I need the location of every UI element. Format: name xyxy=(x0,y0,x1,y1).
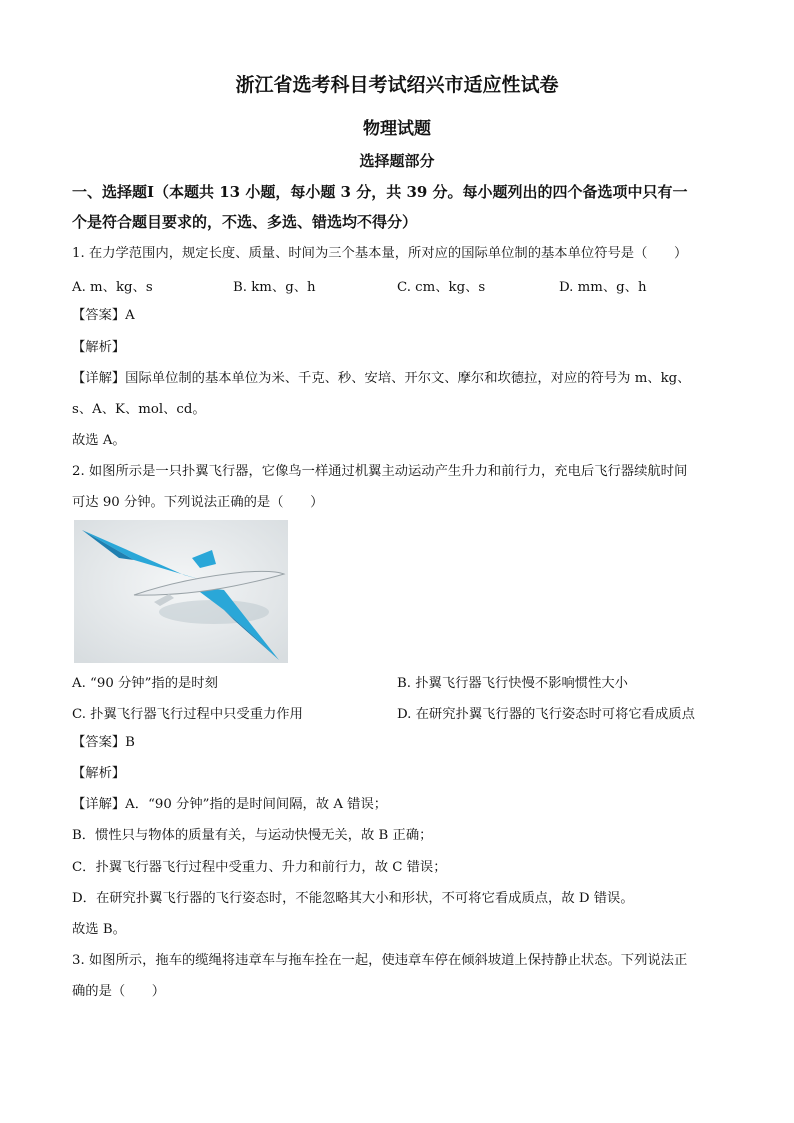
q1-answer: 【答案】A xyxy=(72,308,135,323)
ornithopter-figure xyxy=(74,520,288,663)
q1-option-d: D. mm、g、h xyxy=(559,280,647,295)
subject-title: 物理试题 xyxy=(363,119,431,139)
q2-detail-d: D．在研究扑翼飞行器的飞行姿态时，不能忽略其大小和形状，不可将它看成质点，故 D 错误。 xyxy=(72,891,634,906)
q2-stem-line1: 2. 如图所示是一只扑翼飞行器，它像鸟一样通过机翼主动运动产生升力和前行力，充电后飞行器续航时间 xyxy=(72,464,688,479)
q2-conclusion: 故选 B。 xyxy=(72,922,126,937)
q2-answer: 【答案】B xyxy=(72,735,135,750)
q3-stem-line1: 3. 如图所示，拖车的缆绳将违章车与拖车拴在一起，使违章车停在倾斜坡道上保持静止状态。下列说法正 xyxy=(72,953,688,968)
q2-option-b: B. 扑翼飞行器飞行快慢不影响惯性大小 xyxy=(397,676,628,691)
q1-analysis-label: 【解析】 xyxy=(72,340,126,355)
q2-detail-c: C．扑翼飞行器飞行过程中受重力、升力和前行力，故 C 错误； xyxy=(72,860,447,875)
q1-detail-line2: s、A、K、mol、cd。 xyxy=(72,402,206,417)
q1-option-c: C. cm、kg、s xyxy=(397,280,486,295)
q1-option-a: A. m、kg、s xyxy=(72,280,153,295)
q2-detail-a: 【详解】A．“90 分钟”指的是时间间隔，故 A 错误； xyxy=(72,797,388,812)
q1-detail-line1: 【详解】国际单位制的基本单位为米、千克、秒、安培、开尔文、摩尔和坎德拉，对应的符号为 m、kg、 xyxy=(72,371,691,386)
part-title: 选择题部分 xyxy=(359,152,435,170)
q2-option-a: A. “90 分钟”指的是时刻 xyxy=(72,676,218,691)
q2-option-c: C. 扑翼飞行器飞行过程中只受重力作用 xyxy=(72,707,303,722)
q1-conclusion: 故选 A。 xyxy=(72,433,126,448)
exam-title: 浙江省选考科目考试绍兴市适应性试卷 xyxy=(235,74,559,96)
figure-shadow xyxy=(159,600,269,624)
q2-stem-line2: 可达 90 分钟。下列说法正确的是（ ） xyxy=(72,495,324,510)
q3-stem-line2: 确的是（ ） xyxy=(72,984,166,999)
q2-option-d: D. 在研究扑翼飞行器的飞行姿态时可将它看成质点 xyxy=(397,707,695,722)
section-heading-line1: 一、选择题Ⅰ（本题共 13 小题，每小题 3 分，共 39 分。每小题列出的四个备选项中只有一 xyxy=(72,183,688,201)
q1-stem: 1. 在力学范围内，规定长度、质量、时间为三个基本量，所对应的国际单位制的基本单位符号是（ ） xyxy=(72,246,688,261)
q2-detail-b: B．惯性只与物体的质量有关，与运动快慢无关，故 B 正确； xyxy=(72,828,433,843)
q1-option-b: B. km、g、h xyxy=(233,280,316,295)
section-heading-line2: 个是符合题目要求的，不选、多选、错选均不得分） xyxy=(72,213,418,231)
q2-analysis-label: 【解析】 xyxy=(72,766,126,781)
